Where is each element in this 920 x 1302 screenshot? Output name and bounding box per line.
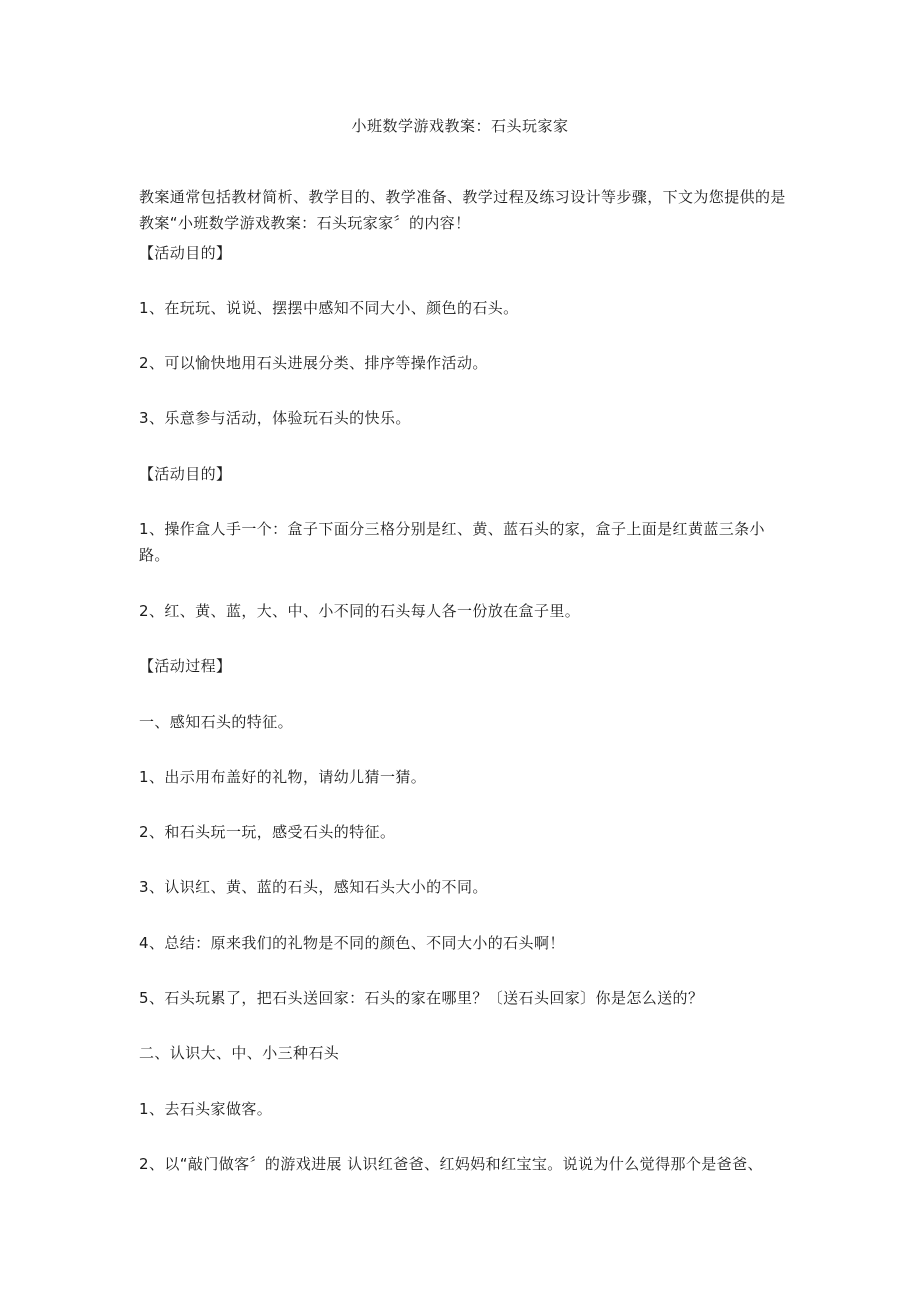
heading-prep: 【活动目的】 xyxy=(139,465,232,483)
step-2-1: 1、去石头家做客。 xyxy=(139,1100,273,1118)
step-1-2: 2、和石头玩一玩，感受石头的特征。 xyxy=(139,823,396,841)
goal-item-3: 3、乐意参与活动，体验玩石头的快乐。 xyxy=(139,409,411,427)
step-1-3: 3、认识红、黄、蓝的石头，感知石头大小的不同。 xyxy=(139,878,488,896)
goal-item-1: 1、在玩玩、说说、摆摆中感知不同大小、颜色的石头。 xyxy=(139,299,519,317)
step-1-4: 4、总结：原来我们的礼物是不同的颜色、不同大小的石头啊！ xyxy=(139,934,565,952)
section-heading-2: 二、认识大、中、小三种石头 xyxy=(139,1044,340,1062)
section-heading-1: 一、感知石头的特征。 xyxy=(139,713,294,731)
intro-paragraph xyxy=(139,184,789,236)
step-2-2: 2、以“敲门做客〞的游戏进展 认识红爸爸、红妈妈和红宝宝。说说为什么觉得那个是爸爸、 xyxy=(139,1155,763,1173)
goal-item-2: 2、可以愉快地用石头进展分类、排序等操作活动。 xyxy=(139,354,488,372)
heading-goals: 【活动目的】 xyxy=(139,244,232,262)
intro-text: 教案通常包括教材简析、教学目的、教学准备、教学过程及练习设计等步骤，下文为您提供的是教案“小班数学游戏教案：石头玩家家〞的内容！ xyxy=(139,188,786,232)
step-1-1: 1、出示用布盖好的礼物，请幼儿猜一猜。 xyxy=(139,768,427,786)
heading-process: 【活动过程】 xyxy=(139,657,232,675)
step-1-5: 5、石头玩累了，把石头送回家：石头的家在哪里？〔送石头回家〕你是怎么送的？ xyxy=(139,989,704,1007)
document-title: 小班数学游戏教案：石头玩家家 xyxy=(351,117,569,135)
prep-item-2: 2、红、黄、蓝，大、中、小不同的石头每人各一份放在盒子里。 xyxy=(139,602,581,620)
prep-item-1: 1、操作盒人手一个：盒子下面分三格分别是红、黄、蓝石头的家，盒子上面是红黄蓝三条小路。 xyxy=(139,520,765,564)
